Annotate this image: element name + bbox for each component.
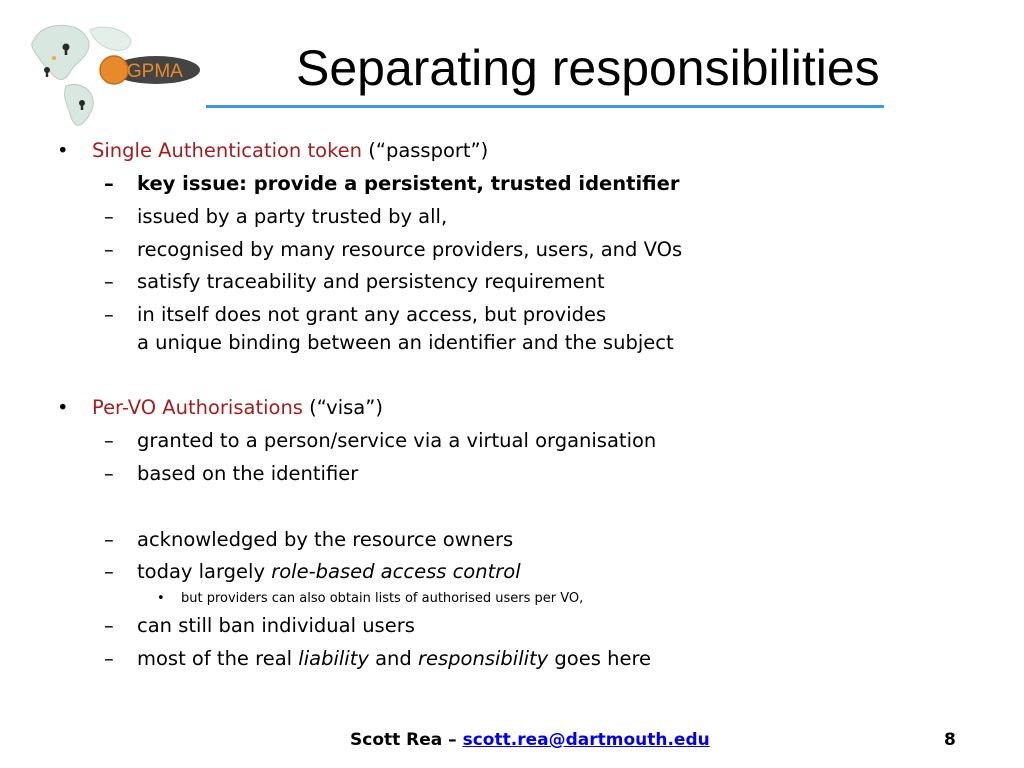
sub-item-text: a unique binding between an identifier and the subject — [137, 331, 674, 354]
bullet-marker: • — [157, 591, 165, 606]
sub-item-rbac — [104, 559, 521, 585]
dash-marker: – — [104, 462, 114, 485]
dash-marker: – — [104, 205, 114, 228]
bullet-lead: Per-VO Authorisations — [92, 396, 303, 419]
title-underline — [206, 105, 884, 108]
bullet-per-vo-authorisations — [57, 395, 383, 421]
dash-marker: – — [104, 429, 114, 452]
sub-item-text: acknowledged by the resource owners — [137, 528, 514, 551]
sub-item-text: granted to a person/service via a virtual organisation — [137, 429, 657, 452]
sub-item-text: in itself does not grant any access, but provides — [137, 303, 607, 326]
sub-item-emphasis: role-based access control — [271, 560, 521, 583]
sub-item-traceability — [104, 269, 605, 295]
sub-item-text: recognised by many resource providers, users, and VOs — [137, 238, 683, 261]
sub-item-text: based on the identifier — [137, 462, 359, 485]
sub-item-granted — [104, 428, 657, 454]
sub-item-emphasis: liability — [298, 647, 369, 670]
bullet-paren: (“visa”) — [309, 396, 383, 419]
sub-item-issued — [104, 204, 448, 230]
sub-item-text: today largely — [137, 560, 272, 583]
sub-item-based-on-identifier — [104, 461, 359, 487]
sub-item-text: can still ban individual users — [137, 614, 415, 637]
slide-number: 8 — [944, 730, 956, 750]
dash-marker: – — [104, 528, 114, 551]
sub-item-text: issued by a party trusted by all, — [137, 205, 448, 228]
bullet-marker: • — [57, 396, 69, 419]
logo-text: TAGPMA — [104, 61, 183, 82]
tagpma-badge — [100, 56, 200, 84]
bullet-single-authentication-token — [57, 138, 489, 164]
email-link[interactable]: scott.rea@dartmouth.edu — [462, 730, 710, 750]
sub-item-key-issue — [104, 171, 680, 197]
sub-item-liability — [104, 646, 652, 672]
dash-marker: – — [104, 647, 114, 670]
sub-item-access-continued — [137, 330, 674, 356]
dash-marker: – — [104, 270, 114, 293]
sub-item-ban — [104, 613, 415, 639]
sub-item-recognised — [104, 237, 683, 263]
dash-marker: – — [104, 238, 114, 261]
sub-item-acknowledged — [104, 527, 514, 553]
footer-author — [350, 729, 710, 751]
dash-marker: – — [104, 172, 114, 195]
sub-item-text: most of the real — [137, 647, 299, 670]
sub-item-emphasis: responsibility — [417, 647, 549, 670]
bullet-paren: (“passport”) — [368, 139, 489, 162]
author-name: Scott Rea – — [350, 730, 463, 750]
sub-item-text: goes here — [548, 647, 652, 670]
slide-title: Separating responsibilities — [296, 40, 880, 96]
sub-item-text: key issue: provide a persistent, trusted identifier — [137, 172, 680, 195]
dash-marker: – — [104, 614, 114, 637]
bullet-marker: • — [57, 139, 69, 162]
dash-marker: – — [104, 560, 114, 583]
bullet-lead: Single Authentication token — [92, 139, 363, 162]
sub-sub-item-text: but providers can also obtain lists of authorised users per VO, — [181, 591, 584, 606]
sub-item-text: satisfy traceability and persistency requirement — [137, 270, 605, 293]
sub-item-access — [104, 302, 607, 328]
dash-marker: – — [104, 303, 114, 326]
sub-item-text: and — [368, 647, 418, 670]
tagpma-logo — [26, 20, 206, 130]
sub-sub-item-providers — [157, 590, 584, 608]
